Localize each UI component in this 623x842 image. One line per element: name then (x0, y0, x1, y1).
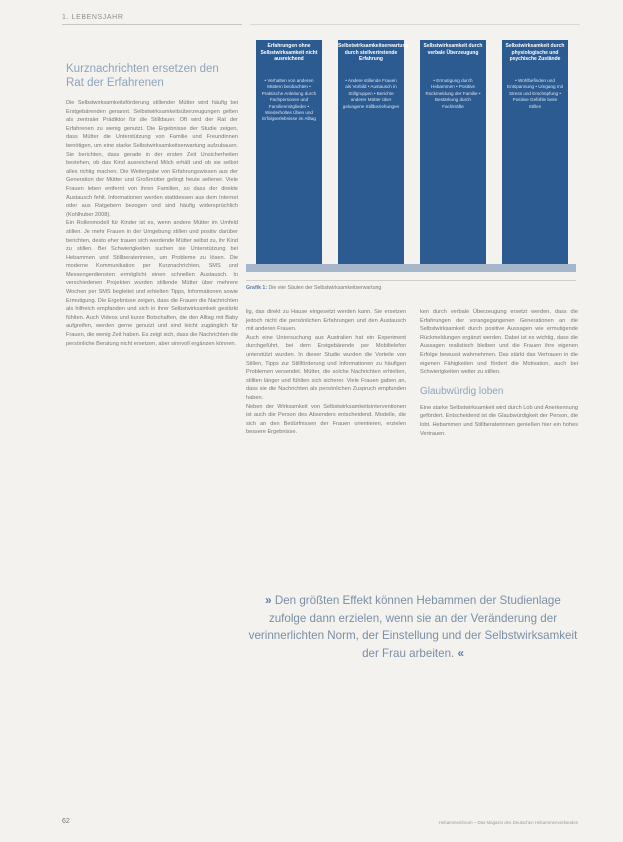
pillar-title: Erfahrungen ohne Selbstwirksamkeit nicht ausreichend (260, 43, 318, 63)
pillar-title: Selbstwirksamkeitserwartung durch stellvertretende Erfahrung (338, 43, 409, 63)
mid-paragraph: Neben der Wirksamkeit von Selbstwirksamkeitsinterventionen ist auch die Person des Absenders entscheidend. Modelle, die sich an den Bedürfnissen der Frauen orientieren, erzielen bessere Ergebnisse. (246, 403, 406, 436)
right-paragraph: Eine starke Selbstwirksamkeit wird durch Lob und Anerkennung gefördert. Entscheidend ist die Glaubwürdigkeit der Person, die lobt. Hebammen und Stillberaterinnen genießen hier ein hohes Vertrauen. (420, 404, 578, 437)
mid-paragraph: Auch eine Untersuchung aus Australien hat ein Experiment durchgeführt, bei dem Erstgebärende per Mobiltelefon unterstützt wurden. In dieser Studie wurden die Vorteile von Stillen, Tipps zur Stillförderung und Informationen zu häufigen Problemen versendet. Mütter, die solche Nachrichten erhielten, stillten länger und fühlten sich sicherer. Viele Frauen gaben an, dass sie die Nachrichten als persönlichen Zuspruch empfunden haben. (246, 334, 406, 401)
pillar (420, 40, 486, 264)
pillar-title: Selbstwirksamkeit durch verbale Überzeugung (423, 43, 483, 56)
pillar-base-band (246, 264, 576, 272)
quote-text: Den größten Effekt können Hebammen der Studienlage zufolge dann erzielen, wenn sie an der Veränderung der verinnerlichten Norm, der Einstellung und der Selbstwirksamkeit der Frau arbeiten. (248, 594, 578, 660)
pillars-graphic (246, 40, 576, 296)
caption-rule (246, 280, 576, 281)
right-paragraph: ken durch verbale Überzeugung ersetzt werden, dass die Erfahrungen der vorangegangenen Generationen an die Selbstwirksamkeit durch positive Aussagen wie ermutigende Rückmeldungen ergänzt werden. Dabei ist es wichtig, dass die Aussagen realistisch bleiben und die Frauen ihre eigenen Erfolge bewusst wahrnehmen. Das stärkt das Vertrauen in die eigenen Fähigkeiten und fördert die Motivation, auch bei Schwierigkeiten weiter zu stillen. (420, 309, 578, 376)
running-head: 1. LEBENSJAHR (62, 14, 124, 21)
header-rule (62, 24, 242, 25)
footer-text: Hebammenforum – Das Magazin des Deutschen Hebammenverbandes (438, 820, 578, 825)
quote-open-mark: » (265, 594, 272, 607)
pull-quote (248, 592, 578, 662)
pillar-title: Selbstwirksamkeit durch physiologische und psychische Zustände (505, 43, 565, 63)
left-column (66, 99, 238, 348)
right-column (420, 308, 578, 438)
caption-label: Grafik 1: (246, 285, 268, 291)
graphic-caption (246, 285, 576, 291)
left-paragraph: Ein Rollenmodell für Kinder ist es, wenn andere Mütter im Umfeld stillen. Je mehr Frauen in der Umgebung stillen und positiv darüber berichten, desto eher trauen sich werdende Mütter selbst zu, ihr Kind zu stillen. Bei Schwierigkeiten suchen sie Unterstützung bei Hebammen und Stillberaterinnen, um Probleme zu lösen. Die moderne Kommunikation per Kurznachrichten, SMS und Messengerdiensten ermöglicht einen schnellen Austausch. In verschiedenen Projekten wurden stillende Mütter über mehrere Wochen per SMS begleitet und erhielten Tipps, Informationen sowie Ermutigung. Die Ergebnisse zeigen, dass die Frauen die Nachrichten als hilfreich empfanden und sich in ihrer Selbstwirksamkeit gestärkt fühlten. Auch Videos und kurze Botschaften, die den Alltag mit Baby aufgreifen, werden gerne genutzt und sind leicht zugänglich für Frauen, die wenig Zeit haben. Es zeigt sich, dass die Nachrichten die persönliche Beratung nicht ersetzen, aber sinnvoll ergänzen können. (66, 220, 238, 347)
page-number: 62 (62, 818, 70, 825)
pillar (502, 40, 568, 264)
section-heading: Kurznachrichten ersetzen den Rat der Erfahrenen (66, 63, 219, 89)
pillar-body: • Verhalten von anderen Müttern beobachten • Praktische Anleitung durch Fachpersonen und Familienmitglieder • Wiederholtes Üben und Erfolgserlebnisse im Alltag (261, 78, 317, 122)
mid-paragraph: lig, das direkt zu Hause eingesetzt werden kann. Sie ersetzen jedoch nicht die persönlichen Erfahrungen und den Austausch mit anderen Frauen. (246, 309, 406, 333)
left-paragraph: Die Selbstwirksamkeitsförderung stillender Mütter wird häufig bei Erstgebärenden genannt. Selbstwirksamkeitsüberzeugungen gelten als zentraler Prädiktor für die Stilldauer. Oft wird der Rat der Erfahrenen zu wenig genutzt. Die Ergebnisse der Studie zeigen, dass Mütter die Unterstützung von Familie und Freundinnen benötigen, um eine starke Selbstwirksamkeitserwartung aufzubauen. Sie berichten, dass gerade in der ersten Zeit Unsicherheiten bestehen, ob das Kind ausreichend Milch erhält und ob sie selbst alles richtig machen. Die Weitergabe von Erfahrungswissen aus der Generation der Mütter und Großmütter gelingt heute seltener. Viele Frauen leben entfernt von ihren Familien, so dass der direkte Austausch fehlt. Informationen werden stattdessen aus dem Internet oder aus Ratgebern bezogen und sind häufig widersprüchlich (Kohlhuber 2008). (66, 100, 238, 218)
quote-close-mark: « (457, 646, 464, 660)
header-rule-right (250, 24, 580, 25)
pillar-body: • Ermutigung durch Hebammen • Positive Rückmeldung der Familie • Bestärkung durch Fachkräfte (425, 78, 481, 109)
subheading: Glaubwürdig loben (420, 385, 504, 397)
pillar (256, 40, 322, 264)
pillar-body: • Wohlbefinden und Entspannung • Umgang mit Stress und Erschöpfung • Positive Gefühle beim Stillen (507, 78, 563, 109)
pillar-body: • Andere stillende Frauen als Vorbild • Austausch in Stillgruppen • Berichte anderer Mütter über gelungene Stillbeziehungen (342, 78, 400, 109)
pillar (338, 40, 409, 264)
middle-column (246, 308, 406, 437)
caption-text: Die vier Säulen der Selbstwirksamkeitserwartung (268, 285, 382, 291)
